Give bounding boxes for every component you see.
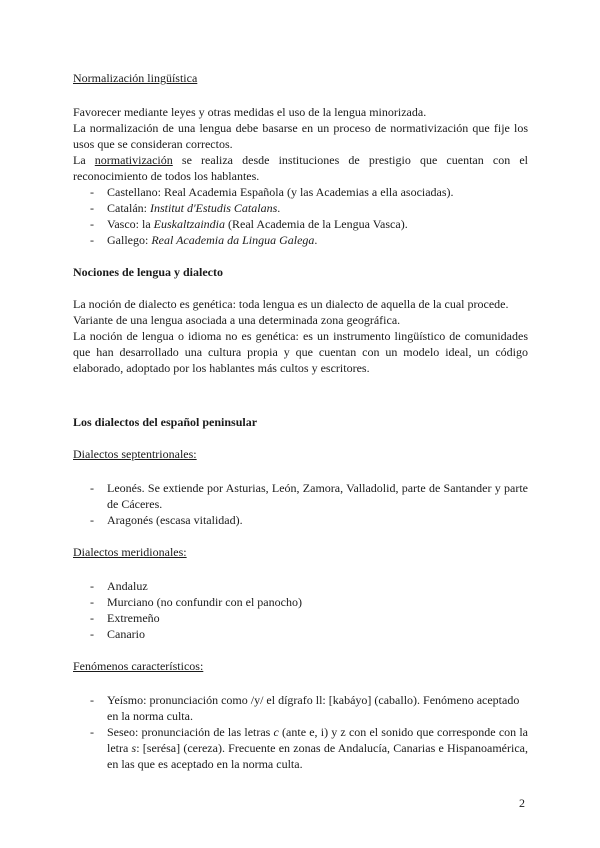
term-normativizacion: normativización	[94, 153, 173, 167]
paragraph-nociones-1: La noción de dialecto es genética: toda lengua es un dialecto de aquella de la cual procede.	[73, 297, 509, 311]
paragraph-normalizacion-1: Favorecer mediante leyes y otras medidas el uso de la lengua minorizada.	[73, 105, 427, 119]
heading-dialectos: Los dialectos del español peninsular	[73, 415, 258, 429]
list-item: - Vasco: la Euskaltzaindia (Real Academia de la Lengua Vasca).	[73, 216, 528, 232]
page-content	[73, 70, 528, 772]
list-item: - Murciano (no confundir con el panocho)	[73, 594, 528, 610]
list-item: - Gallego: Real Academia da Lingua Galega.	[73, 232, 528, 248]
list-item: - Extremeño	[73, 610, 528, 626]
list-item: - Catalán: Institut d'Estudis Catalans.	[73, 200, 528, 216]
page-number: 2	[519, 796, 525, 810]
list-item: - Aragonés (escasa vitalidad).	[73, 512, 528, 528]
list-item: - Yeísmo: pronunciación como /y/ el dígrafo ll: [kabáyo] (caballo). Fenómeno aceptado en la norma culta.	[73, 692, 528, 724]
heading-meridionales: Dialectos meridionales:	[73, 545, 187, 559]
septentrionales-list	[73, 480, 528, 528]
fenomenos-list	[73, 692, 528, 772]
paragraph-nociones-2: Variante de una lengua asociada a una determinada zona geográfica.	[73, 313, 401, 327]
heading-fenomenos: Fenómenos característicos:	[73, 659, 204, 673]
paragraph-normalizacion-2: La normalización de una lengua debe basarse en un proceso de normativización que fije los usos que se consideran correctos.	[73, 121, 528, 151]
paragraph-nociones-3: La noción de lengua o idioma no es genética: es un instrumento lingüístico de comunidades que han desarrollado una cultura propia y que cuentan con un modelo ideal, un código elaborado, adoptado por los hablantes más cultos y escritores.	[73, 329, 528, 375]
list-item: - Andaluz	[73, 578, 528, 594]
heading-nociones: Nociones de lengua y dialecto	[73, 265, 223, 279]
heading-normalizacion: Normalización lingüística	[73, 71, 198, 85]
heading-septentrionales: Dialectos septentrionales:	[73, 447, 197, 461]
list-item: - Seseo: pronunciación de las letras c (ante e, i) y z con el sonido que corresponde con la letra s: [serésa] (cereza). Frecuente en zonas de Andalucía, Canarias e Hispanoamérica, en las que es aceptado en la norma culta.	[73, 724, 528, 772]
list-item: - Castellano: Real Academia Española (y las Academias a ella asociadas).	[73, 184, 528, 200]
academies-list	[73, 184, 528, 248]
meridionales-list	[73, 578, 528, 642]
paragraph-normalizacion-3: La normativización se realiza desde instituciones de prestigio que cuentan con el reconocimiento de todos los hablantes.	[73, 153, 528, 183]
list-item: - Leonés. Se extiende por Asturias, León, Zamora, Valladolid, parte de Santander y parte de Cáceres.	[73, 480, 528, 512]
list-item: - Canario	[73, 626, 528, 642]
